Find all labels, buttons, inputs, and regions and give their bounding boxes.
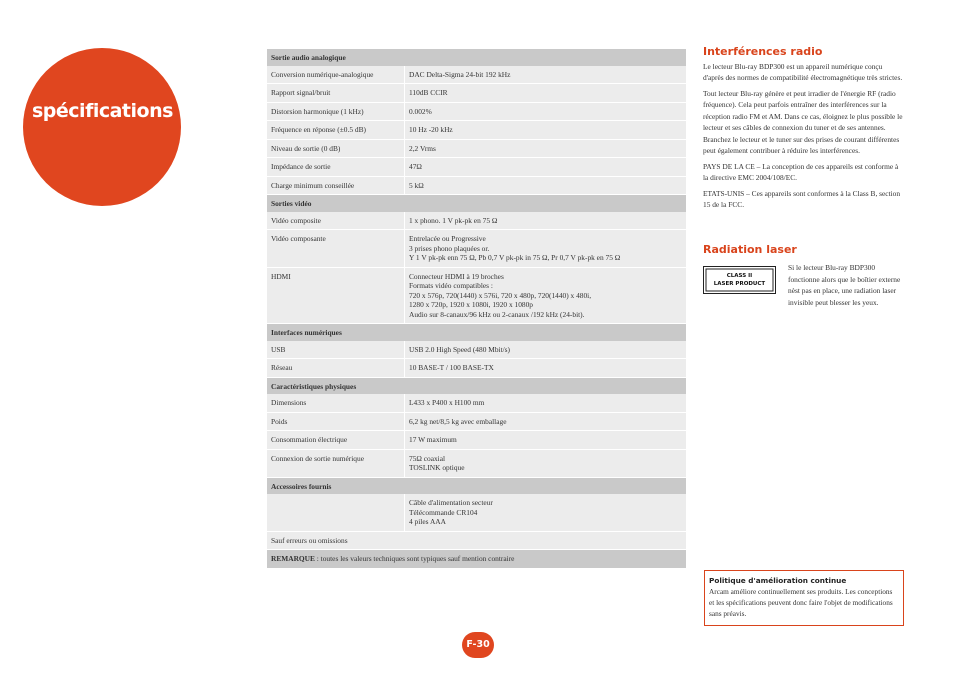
spec-value-line: 75Ω coaxial [409,453,446,463]
spec-value-line: L433 x P400 x H100 mm [409,398,485,407]
spec-value-line: 5 kΩ [409,180,424,190]
spec-value [405,359,687,378]
spec-value-line: 3 prises phono plaquées or. [409,243,490,253]
table-row [267,158,686,177]
spec-label: Vidéo composante [267,230,405,268]
spec-table [267,49,686,568]
page-title: spécifications [32,100,173,122]
laser-class-label [703,266,776,294]
spec-value-line: 17 W maximum [409,435,457,444]
radio-paragraph: Le lecteur Blu-ray BDP300 est un appareil numérique conçu d'après des normes de compatibilité électromagnétique très strictes. [703,61,903,82]
radio-heading: Interférences radio [703,45,823,58]
spec-value-line: Télécommande CR104 [409,507,478,517]
radio-paragraph: PAYS DE LA CE – La conception de ces appareils est conforme à la directive EMC 2004/108/EC. [703,161,899,182]
section-header-row [267,477,686,494]
spec-label: Rapport signal/bruit [267,84,405,103]
spec-value [405,102,687,121]
title-circle [23,48,181,206]
section-header-row [267,377,686,394]
spec-value-line: 720 x 576p, 720(1440) x 576i, 720 x 480p, 720(1440) x 480i, [409,290,592,300]
spec-value-line: Audio sur 8-canaux/96 kHz ou 2-canaux /192 kHz (24-bit). [409,309,585,319]
laser-heading: Radiation laser [703,243,797,256]
spec-label: Connexion de sortie numérique [267,449,405,477]
spec-value-line: 2,2 Vrms [409,143,436,153]
spec-value [405,158,687,177]
table-row [267,102,686,121]
table-row [267,359,686,378]
spec-label: Réseau [267,359,405,378]
remark [267,550,686,568]
table-row [267,412,686,431]
spec-value [405,230,687,268]
spec-value [405,176,687,195]
section-header: Sorties vidéo [267,195,686,212]
spec-label: USB [267,341,405,359]
remark-text: : toutes les valeurs techniques sont typiques sauf mention contraire [314,554,515,563]
spec-label: Charge minimum conseillée [267,176,405,195]
spec-value [405,431,687,450]
spec-value [405,341,687,359]
spec-value-line: 10 Hz -20 kHz [409,125,453,134]
spec-value [405,494,687,531]
spec-value-line: 110dB CCIR [409,88,448,97]
remark-row [267,550,686,568]
table-row [267,431,686,450]
table-row [267,66,686,84]
table-row [267,449,686,477]
footnote: Sauf erreurs ou omissions [267,531,686,550]
spec-label: Dimensions [267,394,405,412]
table-row [267,176,686,195]
radio-paragraph: Tout lecteur Blu-ray génère et peut irradier de l'énergie RF (radio fréquence). Cela peut parfois entraîner des interférences sur la réception radio FM et AM. Dans ce cas, éloignez le plus possible le lecteur et ses câbles de connexion du tuner et de ses antennes. Branchez le lecteur et le tuner sur des prises de courant différentes peut également contribuer à réduire les interférences. [703,88,903,155]
section-header: Accessoires fournis [267,477,686,494]
spec-value-line: 0.002% [409,106,432,116]
section-header: Caractéristiques physiques [267,377,686,394]
spec-value-line: 1280 x 720p, 1920 x 1080i, 1920 x 1080p [409,300,533,309]
policy-box [704,570,904,626]
spec-value-line: 1 x phono. 1 V pk-pk en 75 Ω [409,215,498,225]
laser-section [703,244,903,256]
spec-value-line: Y 1 V pk-pk enn 75 Ω, Pb 0,7 V pk-pk in 75 Ω, Pr 0,7 V pk-pk en 75 Ω [409,253,621,262]
spec-value-line: Connecteur HDMI à 19 broches [409,271,504,281]
section-header-row [267,49,686,66]
section-header-row [267,195,686,212]
spec-value-line: Câble d'alimentation secteur [409,498,493,507]
spec-value [405,139,687,158]
spec-value [405,212,687,230]
spec-label [267,494,405,531]
table-row [267,212,686,230]
spec-value-line: 10 BASE-T / 100 BASE-TX [409,363,494,372]
radio-section [703,46,903,215]
spec-label: Consommation électrique [267,431,405,450]
spec-label: Impédance de sortie [267,158,405,177]
remark-label: REMARQUE [271,554,315,563]
radio-paragraph: ETATS-UNIS – Ces appareils sont conformes à la Class B, section 15 de la FCC. [703,188,901,209]
section-header: Sortie audio analogique [267,49,686,66]
spec-value-line: 4 piles AAA [409,517,446,526]
spec-label: HDMI [267,267,405,324]
policy-text: Arcam améliore continuellement ses produits. Les conceptions et les spécifications peuvent donc faire l'objet de modifications sans préavis. [709,587,893,618]
page-number: F-30 [462,632,494,658]
spec-value [405,121,687,140]
table-row [267,341,686,359]
spec-value-line: DAC Delta-Sigma 24-bit 192 kHz [409,69,511,79]
table-row [267,494,686,531]
table-row [267,84,686,103]
section-header-row [267,324,686,341]
spec-label: Conversion numérique-analogique [267,66,405,84]
spec-value-line: Formats vidéo compatibles : [409,281,493,290]
spec-value-line: TOSLINK optique [409,463,465,472]
table-row [267,394,686,412]
table-row [267,121,686,140]
table-row [267,230,686,268]
spec-value-line: USB 2.0 High Speed (480 Mbit/s) [409,344,511,354]
spec-value-line: 6,2 kg net/8,5 kg avec emballage [409,416,507,426]
spec-value-line: Entrelacée ou Progressive [409,234,486,243]
spec-value [405,394,687,412]
laser-label-line: LASER PRODUCT [713,281,766,287]
laser-label-line: CLASS II [726,273,753,279]
footnote-row [267,531,686,550]
spec-label: Poids [267,412,405,431]
spec-value [405,66,687,84]
policy-title: Politique d'amélioration continue [709,576,847,585]
laser-text: Si le lecteur Blu-ray BDP300 fonctionne alors que le boîtier externe nèst pas en place, une radiation laser invisible peut blesser les yeux. [788,263,901,307]
spec-value [405,84,687,103]
spec-value-line: 47Ω [409,162,422,171]
spec-label: Distorsion harmonique (1 kHz) [267,102,405,121]
spec-label: Niveau de sortie (0 dB) [267,139,405,158]
table-row [267,267,686,324]
section-header: Interfaces numériques [267,324,686,341]
spec-value [405,449,687,477]
spec-value [405,267,687,324]
table-row [267,139,686,158]
spec-label: Vidéo composite [267,212,405,230]
spec-label: Fréquence en réponse (±0.5 dB) [267,121,405,140]
spec-value [405,412,687,431]
